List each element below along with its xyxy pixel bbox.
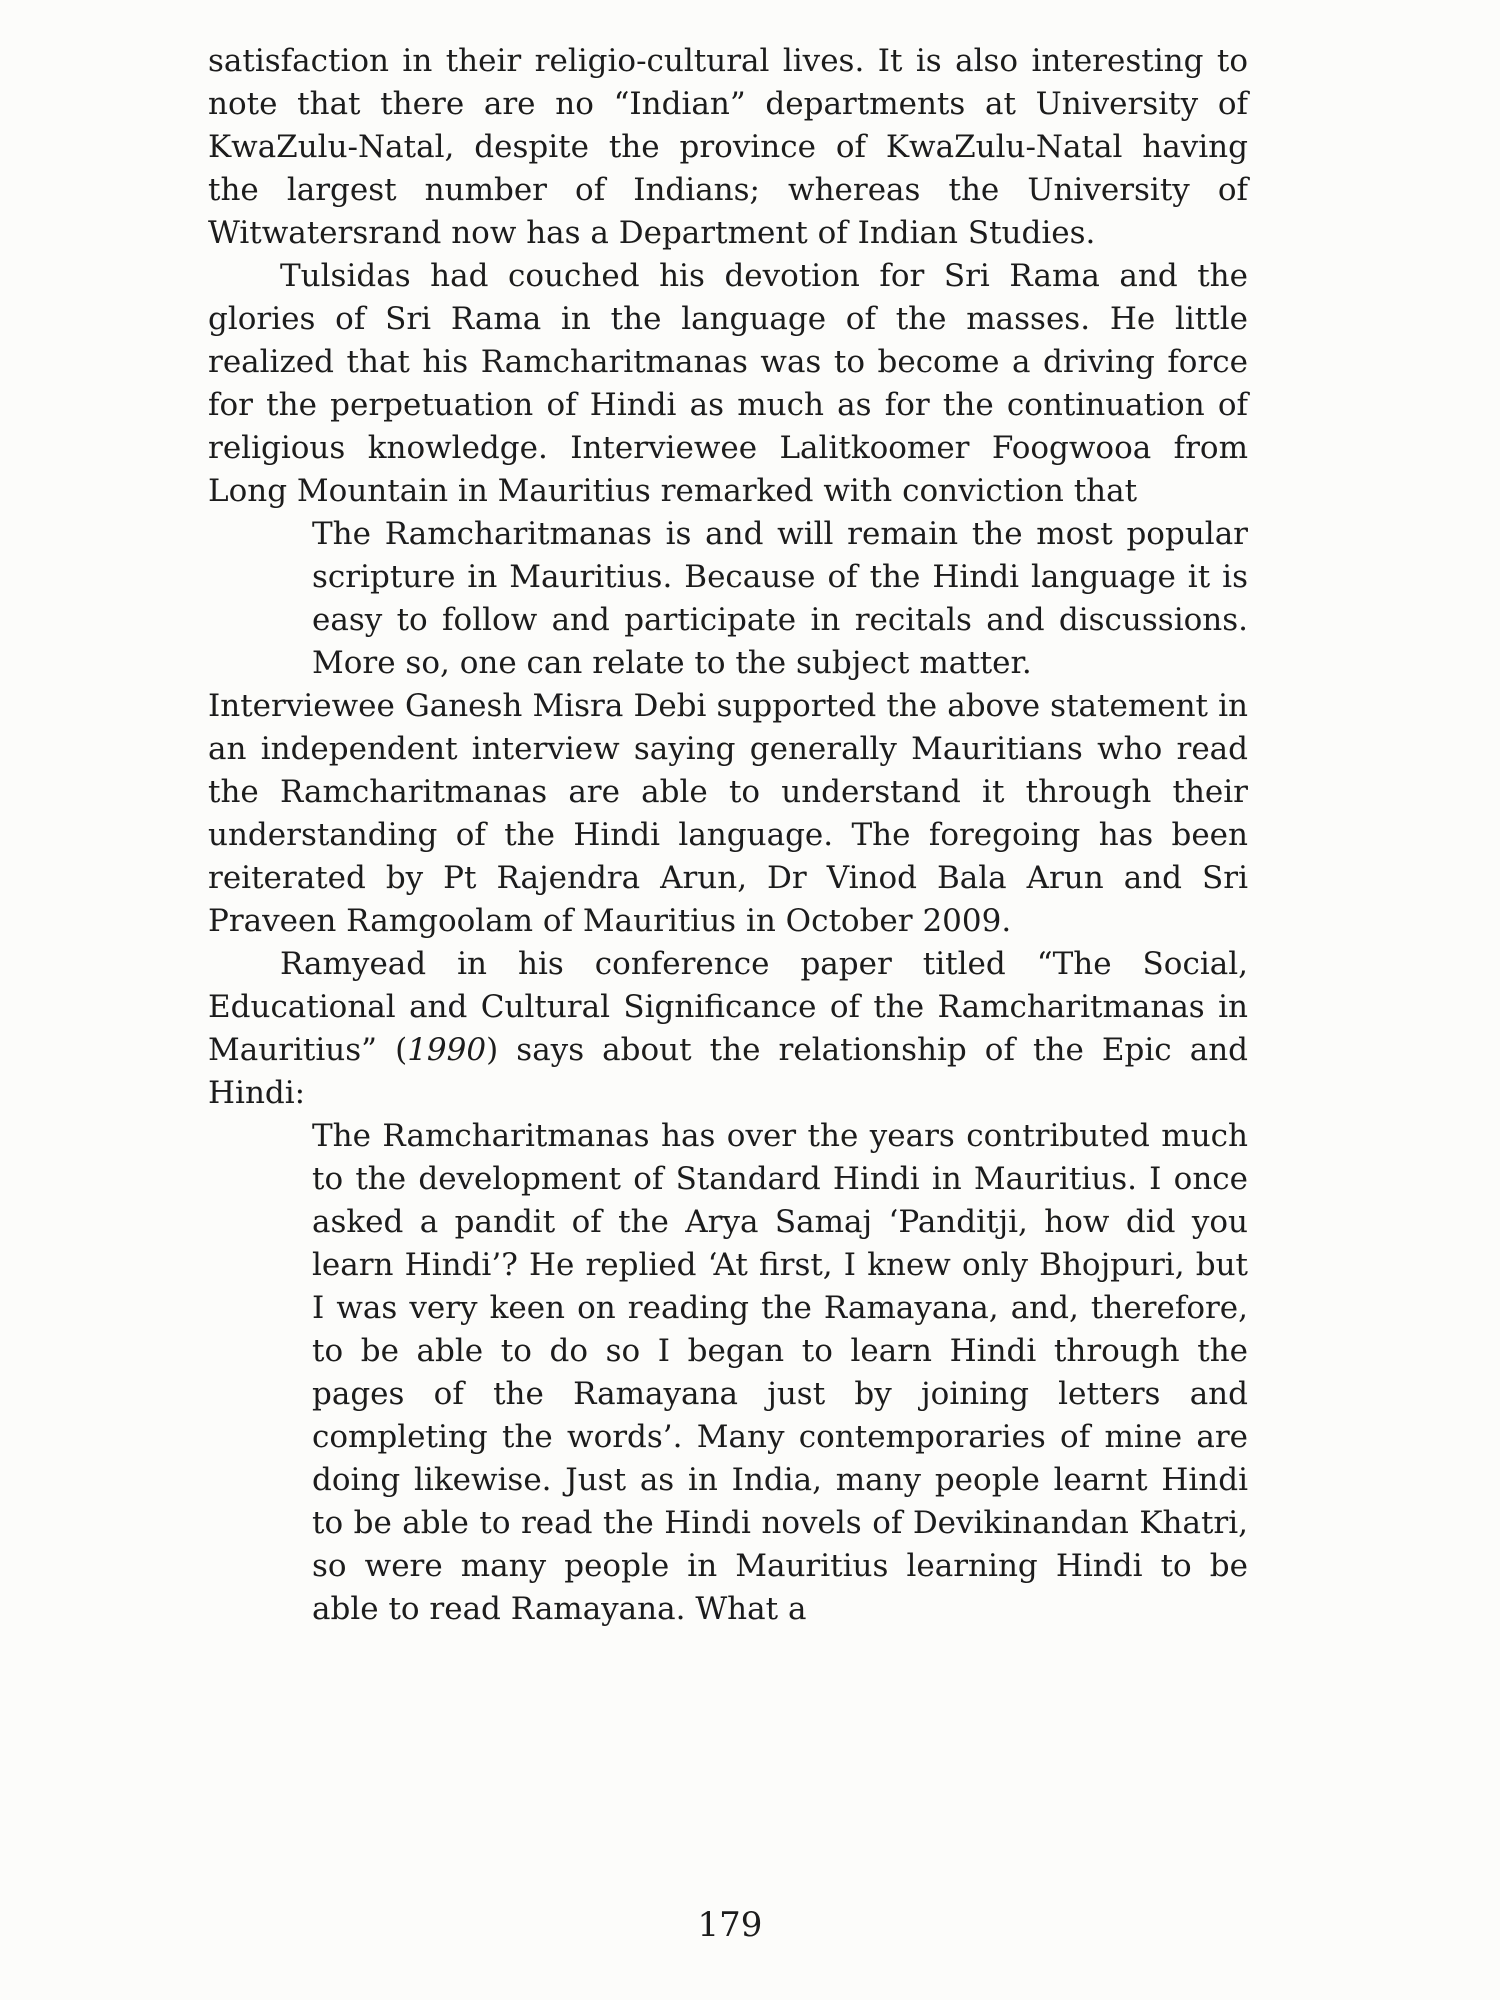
paragraph-4-year: 1990	[407, 1032, 487, 1068]
page-number: 179	[697, 1905, 763, 1945]
paragraph-2: Tulsidas had couched his devotion for Sri Rama and the glories of Sri Rama in the language of the masses. He little realized that his Ramcharitmanas was to become a driving force for the perpetuation of Hindi as much as for the continuation of religious knowledge. Interviewee Lalitkoomer Foogwooa from Long Mountain in Mauritius remarked with conviction that	[208, 258, 1248, 509]
block-quote-1: The Ramcharitmanas is and will remain the most popular scripture in Mauritius. Because of the Hindi language it is easy to follow and participate in recitals and discussions. More so, one can relate to the subject matter.	[312, 516, 1248, 681]
body-text	[208, 40, 1248, 1631]
paragraph-1: satisfaction in their religio-cultural lives. It is also interesting to note that there are no “Indian” departments at University of KwaZulu-Natal, despite the province of KwaZulu-Natal having the largest number of Indians; whereas the University of Witwatersrand now has a Department of Indian Studies.	[208, 43, 1248, 251]
paragraph-4	[208, 943, 1248, 1115]
paragraph-3: Interviewee Ganesh Misra Debi supported the above statement in an independent interview saying generally Mauritians who read the Ramcharitmanas are able to understand it through their understanding of the Hindi language. The foregoing has been reiterated by Pt Rajendra Arun, Dr Vinod Bala Arun and Sri Praveen Ramgoolam of Mauritius in October 2009.	[208, 688, 1248, 939]
block-quote-2: The Ramcharitmanas has over the years contributed much to the development of Standard Hindi in Mauritius. I once asked a pandit of the Arya Samaj ‘Panditji, how did you learn Hindi’? He replied ‘At first, I knew only Bhojpuri, but I was very keen on reading the Ramayana, and, therefore, to be able to do so I began to learn Hindi through the pages of the Ramayana just by joining letters and completing the words’. Many contemporaries of mine are doing likewise. Just as in India, many people learnt Hindi to be able to read the Hindi novels of Devikinandan Khatri, so were many people in Mauritius learning Hindi to be able to read Ramayana. What a	[312, 1118, 1248, 1627]
paragraph-4-text-before: Ramyead in his conference paper titled “The Social, Educational and Cultural Significance of the Ramcharitmanas in Mauritius” (	[208, 946, 1248, 1068]
paragraph-4-text-after: ) says about the relationship of the Epic and Hindi:	[208, 1032, 1249, 1111]
